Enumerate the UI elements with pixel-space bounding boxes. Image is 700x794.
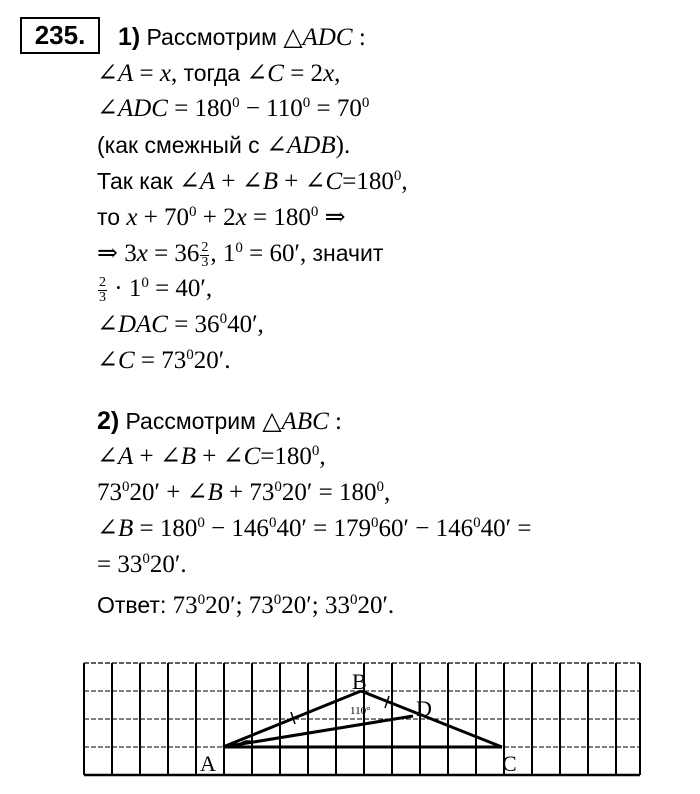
part1-label: 1)	[118, 23, 141, 51]
vertex-d-label: D	[416, 696, 432, 721]
line-result-b: = $33^020'$.	[97, 551, 187, 578]
answer-value-1: $73^020'$;	[172, 592, 243, 619]
line-angle-c: ∠C = $73^020'$.	[97, 347, 231, 374]
problem-number: 235.	[20, 17, 100, 54]
answer-value-2: $73^020'$;	[248, 592, 319, 619]
vertex-c-label: C	[502, 751, 517, 776]
answer-label: Ответ:	[97, 592, 167, 618]
line-fraction: $\frac{2}{3}$ · $1^0 = 40'$,	[99, 274, 213, 305]
answer-value-3: $33^020'$.	[324, 592, 395, 619]
line-3x: ⇒ 3x = 36 $\frac{2}{3}$ , $1^0 = 60'$, значит	[97, 239, 384, 270]
angle-b-label: 110°	[350, 705, 371, 717]
triangle-sides	[223, 691, 502, 747]
part1-heading-text: Рассмотрим	[146, 24, 284, 50]
line-angle-b: ∠B = $180^0 - 146^040' = 179^060' - 146^040'$ =	[97, 515, 532, 542]
line-angle-adc: ∠ADC = $180^0 - 110^0 = 70^0$	[97, 95, 370, 122]
part2-heading-text: Рассмотрим	[125, 408, 263, 434]
line-adjacent: (как смежный с ∠ADB).	[97, 132, 351, 159]
part1-colon: :	[352, 24, 366, 51]
line-sum: Так как ∠A + ∠B + $\angle C=180^0$,	[97, 168, 408, 195]
line-dac: ∠DAC = $36^040'$,	[97, 311, 264, 338]
line-substitute: $73^020'$ + ∠B + $73^020' = 180^0$,	[97, 479, 391, 506]
line-sum2: ∠A + ∠B + $\angle C=180^0$,	[97, 443, 326, 470]
part2-colon: :	[328, 408, 342, 435]
vertex-a-label: A	[200, 751, 216, 776]
line-angle-a: ∠A = x, тогда ∠C = 2x,	[97, 60, 341, 87]
part1-triangle: △ADC	[283, 24, 353, 51]
part2-triangle: △ABC	[262, 408, 329, 435]
part2-label: 2)	[97, 407, 120, 435]
vertex-b-label: B	[352, 669, 367, 694]
line-equation: то $x + 70^0 + 2x = 180^0$ ⇒	[97, 204, 346, 231]
